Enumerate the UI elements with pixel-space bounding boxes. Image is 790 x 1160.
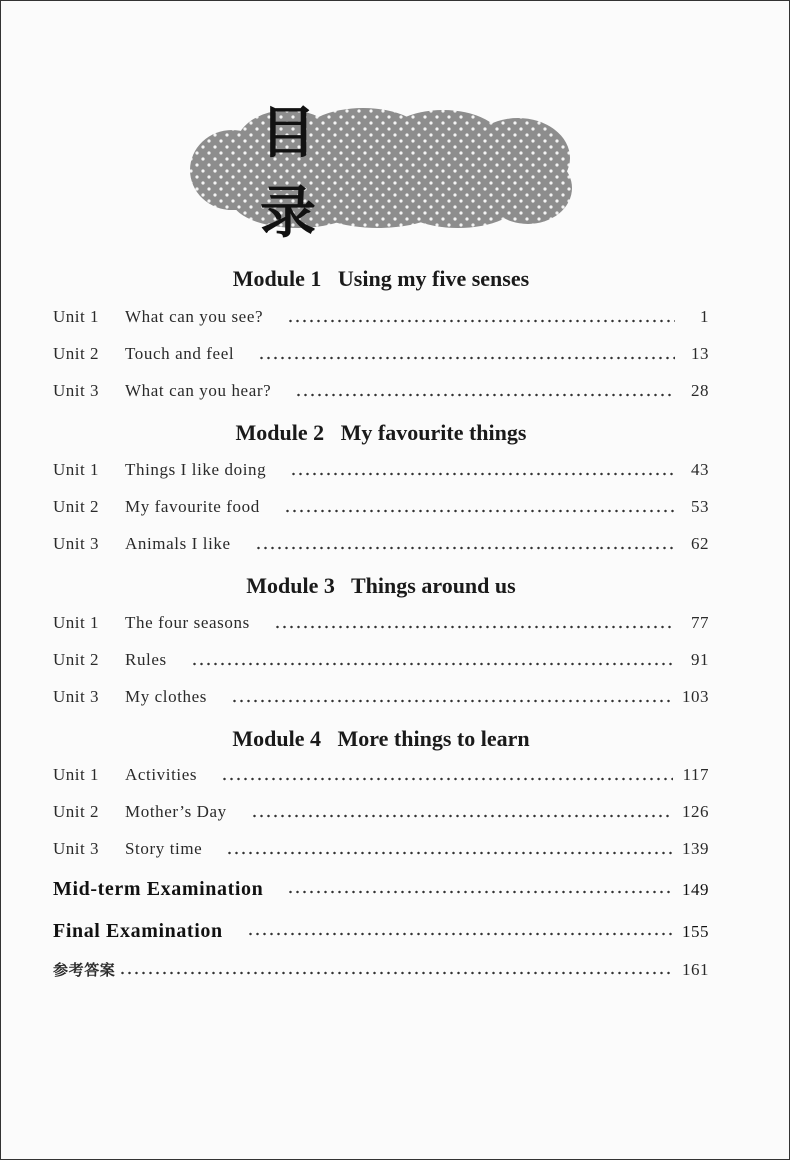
page-number: 43 bbox=[691, 460, 709, 479]
dot-leader bbox=[255, 545, 675, 551]
unit-title: Story time bbox=[125, 839, 203, 858]
unit-number: Unit 3 bbox=[53, 687, 99, 706]
dot-leader bbox=[226, 850, 672, 856]
dot-leader bbox=[247, 931, 672, 937]
unit-title: My favourite food bbox=[125, 497, 260, 516]
module-heading-2: Module 2 My favourite things bbox=[235, 420, 527, 445]
entry-title: Final Examination bbox=[53, 920, 223, 942]
dot-leader bbox=[221, 776, 673, 782]
dot-leader bbox=[258, 355, 675, 361]
page-number: 139 bbox=[682, 839, 709, 858]
dot-leader bbox=[191, 661, 675, 667]
unit-number: Unit 3 bbox=[53, 534, 99, 553]
unit-title: What can you see? bbox=[125, 307, 264, 326]
page-number: 1 bbox=[700, 307, 709, 326]
toc-entry[interactable] bbox=[53, 613, 709, 637]
dot-leader bbox=[119, 970, 672, 976]
dot-leader bbox=[274, 624, 675, 630]
dot-leader bbox=[231, 698, 672, 704]
unit-number: Unit 1 bbox=[53, 460, 99, 479]
toc-entry[interactable] bbox=[53, 839, 709, 863]
page-number: 62 bbox=[691, 534, 709, 553]
toc-entry[interactable] bbox=[53, 687, 709, 711]
toc-entry[interactable] bbox=[53, 765, 709, 789]
module-heading-1: Module 1 Using my five senses bbox=[232, 266, 530, 291]
dot-leader bbox=[284, 508, 675, 514]
unit-number: Unit 1 bbox=[53, 307, 99, 326]
unit-number: Unit 2 bbox=[53, 344, 99, 363]
title-banner bbox=[188, 101, 574, 246]
unit-title: My clothes bbox=[125, 687, 208, 706]
page-number: 13 bbox=[691, 344, 709, 363]
toc-entry[interactable] bbox=[53, 534, 709, 558]
page-number: 117 bbox=[682, 765, 709, 784]
page-number: 161 bbox=[682, 960, 709, 979]
page-number: 28 bbox=[691, 381, 709, 400]
toc-entry[interactable] bbox=[53, 802, 709, 826]
unit-title: Animals I like bbox=[125, 534, 231, 553]
dot-leader bbox=[295, 392, 675, 398]
unit-title: Things I like doing bbox=[125, 460, 267, 479]
toc-title: 目 录 bbox=[260, 101, 388, 246]
page-number: 149 bbox=[682, 880, 709, 899]
page-number: 103 bbox=[682, 687, 709, 706]
page-number: 155 bbox=[682, 922, 709, 941]
unit-title: Mother’s Day bbox=[125, 802, 227, 821]
unit-title: Rules bbox=[125, 650, 167, 669]
unit-number: Unit 2 bbox=[53, 650, 99, 669]
unit-number: Unit 2 bbox=[53, 497, 99, 516]
toc-entry[interactable] bbox=[53, 381, 709, 405]
module-heading-3: Module 3 Things around us bbox=[246, 573, 516, 598]
unit-title: The four seasons bbox=[125, 613, 250, 632]
toc-entry[interactable] bbox=[53, 307, 709, 331]
unit-title: Activities bbox=[125, 765, 198, 784]
unit-title: Touch and feel bbox=[125, 344, 235, 363]
unit-number: Unit 1 bbox=[53, 613, 99, 632]
toc-entry[interactable] bbox=[53, 650, 709, 674]
page-number: 53 bbox=[691, 497, 709, 516]
unit-number: Unit 3 bbox=[53, 381, 99, 400]
page-number: 91 bbox=[691, 650, 709, 669]
toc-entry[interactable] bbox=[53, 497, 709, 521]
dot-leader bbox=[251, 813, 672, 819]
page-number: 77 bbox=[691, 613, 709, 632]
toc-entry-answers[interactable] bbox=[53, 959, 709, 983]
page-number: 126 bbox=[682, 802, 709, 821]
toc-entry-final[interactable] bbox=[53, 920, 709, 944]
module-heading-4: Module 4 More things to learn bbox=[232, 726, 530, 751]
dot-leader bbox=[287, 889, 672, 895]
entry-title: Mid-term Examination bbox=[53, 878, 264, 900]
dot-leader bbox=[287, 318, 675, 324]
toc-entry[interactable] bbox=[53, 460, 709, 484]
unit-number: Unit 2 bbox=[53, 802, 99, 821]
dot-leader bbox=[290, 471, 675, 477]
unit-number: Unit 3 bbox=[53, 839, 99, 858]
unit-number: Unit 1 bbox=[53, 765, 99, 784]
unit-title: What can you hear? bbox=[125, 381, 272, 400]
entry-title: 参考答案 bbox=[53, 961, 116, 979]
toc-entry-midterm[interactable] bbox=[53, 878, 709, 902]
toc-entry[interactable] bbox=[53, 344, 709, 368]
